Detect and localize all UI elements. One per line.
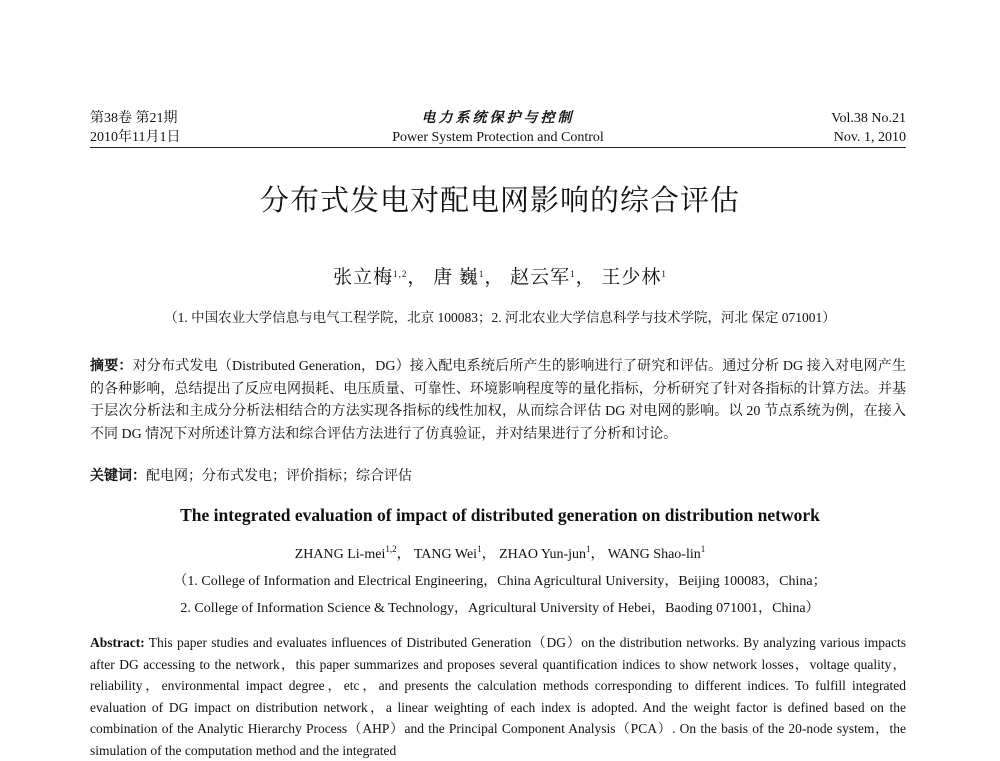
publication-date-cn: 2010年11月1日 xyxy=(90,130,181,145)
paper-title-cn: 分布式发电对配电网影响的综合评估 xyxy=(259,183,740,217)
journal-issue-info-en xyxy=(831,109,906,147)
author-name: TANG Wei xyxy=(413,547,478,562)
author-name: 张立梅 xyxy=(333,267,394,288)
author-name: WANG Shao-lin xyxy=(607,547,701,562)
author-list-cn: 张立梅$^{1,2}$， 唐 巍$^1$， 赵云军$^1$， 王少林$^1$ xyxy=(333,267,667,288)
author-name: 赵云军 xyxy=(510,267,571,288)
author-affil-sup: 1 xyxy=(586,544,591,554)
author-affil-sup: 1,2 xyxy=(393,269,408,279)
journal-name-cn: 电力系统保护与控制 xyxy=(421,111,575,126)
author-name: 王少林 xyxy=(601,267,662,288)
journal-name xyxy=(90,109,906,147)
author-affil-sup: 1 xyxy=(700,544,706,554)
abstract-label-cn: 摘要： xyxy=(90,358,133,374)
author-affil-sup: 1 xyxy=(478,269,485,279)
abstract-text-cn: 对分布式发电（Distributed Generation，DG）接入配电系统后所产生的影响进行了研究和评估。通过分析 DG 接入对电网产生的各种影响，总结提出了反应电网损耗、电压质量、可靠性、环境影响程度等的量化指标，分析研究了针对各指标的计算方法。并基于层次分析法和主成分分析法相结合的方法实现各指标的线性加权，从而综合评估 DG 对电网的影响。以 20 节点系统为例，在接入不同 DG 情况下对所述计算方法和综合评估方法进行了仿真验证，并对结果进行了分析和讨论。 xyxy=(90,359,906,442)
author-affil-sup: 1 xyxy=(661,269,667,279)
author-name: ZHAO Yun-jun xyxy=(499,547,587,562)
author-name: 唐 巍 xyxy=(433,267,479,288)
journal-name-en: Power System Protection and Control xyxy=(392,130,604,145)
volume-issue-en: Vol.38 No.21 xyxy=(831,111,906,126)
running-header xyxy=(90,109,906,148)
abstract-text-en: This paper studies and evaluates influences of Distributed Generation（DG）on the distribution networks. By analyzing various impacts after DG accessing to the network，this paper summarizes and proposes several quantification indices to show network losses，voltage quality，reliability，environmental impact degree，etc，and presents the calculation methods corresponding to different indices. To fulfill integrated evaluation of DG impact on distribution network，a linear weighting of each index is adopted. And the weight factor is defined based on the combination of the Analytic Hierarchy Process（AHP）and the Principal Component Analysis（PCA）. On the basis of the 20-node system，the simulation of the computation method and the integrated xyxy=(90,635,906,758)
keywords-cn xyxy=(90,465,906,485)
abstract-label-en: Abstract: xyxy=(90,635,145,650)
author-list-en: ZHANG Li-mei$^{1,2}$， TANG Wei$^1$， ZHAO Yun-jun$^1$， WANG Shao-lin$^1$ xyxy=(294,544,706,562)
abstract-en xyxy=(90,632,906,761)
keywords-text-cn: 配电网；分布式发电；评价指标；综合评估 xyxy=(146,469,412,484)
volume-issue-cn: 第38卷 第21期 xyxy=(90,111,178,126)
affiliation-en-1: （1. College of Information and Electrical Engineering，China Agricultural University，Beijing 100083，China； xyxy=(173,574,827,589)
publication-date-en: Nov. 1, 2010 xyxy=(833,130,906,145)
abstract-cn xyxy=(90,355,906,446)
affiliation-cn: （1. 中国农业大学信息与电气工程学院，北京 100083；2. 河北农业大学信息科学与技术学院，河北 保定 071001） xyxy=(164,310,836,325)
author-affil-sup: 1 xyxy=(570,269,576,279)
author-affil-sup: 1,2 xyxy=(385,544,397,554)
paper-title-en: The integrated evaluation of impact of distributed generation on distribution network xyxy=(180,505,820,525)
keywords-label-cn: 关键词： xyxy=(90,468,146,484)
affiliation-en-2: 2. College of Information Science & Technology，Agricultural University of Hebei，Baoding 071001，China） xyxy=(180,601,820,616)
author-name: ZHANG Li-mei xyxy=(294,547,386,562)
author-affil-sup: 1 xyxy=(477,544,482,554)
